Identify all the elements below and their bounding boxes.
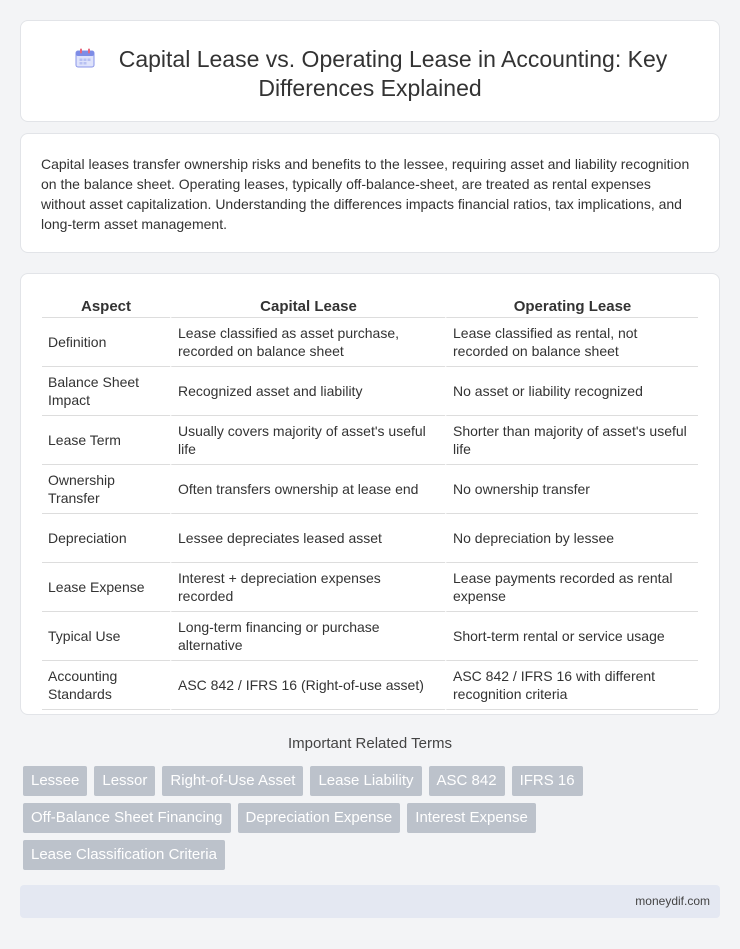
- aspect-cell: Lease Term: [42, 416, 170, 465]
- title-block: [21, 45, 719, 103]
- aspect-cell: Accounting Standards: [42, 661, 170, 710]
- title-card: [20, 20, 720, 122]
- capital-lease-cell: Recognized asset and liability: [170, 367, 445, 416]
- table-row: [42, 367, 698, 416]
- intro-paragraph: Capital leases transfer ownership risks and benefits to the lessee, requiring asset and liability recognition on the balance sheet. Operating leases, typically off-balance-sheet, are treated as rental expenses without asset capitalization. Understanding the differences impacts financial ratios, tax implications, and long-term asset management.: [41, 156, 690, 232]
- table-row: [42, 416, 698, 465]
- table-row: [42, 465, 698, 514]
- calendar-icon: [73, 46, 97, 70]
- table-row: [42, 514, 698, 563]
- aspect-cell: Lease Expense: [42, 563, 170, 612]
- operating-lease-cell: Short-term rental or service usage: [445, 612, 698, 661]
- capital-lease-cell: Long-term financing or purchase alternative: [170, 612, 445, 661]
- related-terms-title: Important Related Terms: [288, 735, 452, 752]
- table-row: [42, 661, 698, 710]
- tag-depreciation-expense[interactable]: Depreciation Expense: [238, 803, 401, 833]
- tag-lessor[interactable]: Lessor: [94, 766, 155, 796]
- aspect-cell: Depreciation: [42, 514, 170, 563]
- tag-lease-liability[interactable]: Lease Liability: [310, 766, 421, 796]
- header-aspect: Aspect: [42, 294, 170, 318]
- footer-site-link[interactable]: moneydif.com: [635, 894, 710, 908]
- table-header-row: [42, 294, 698, 318]
- capital-lease-cell: Usually covers majority of asset's useful life: [170, 416, 445, 465]
- capital-lease-cell: Lease classified as asset purchase, recorded on balance sheet: [170, 318, 445, 367]
- operating-lease-cell: Lease classified as rental, not recorded on balance sheet: [445, 318, 698, 367]
- tag-asc-842[interactable]: ASC 842: [429, 766, 505, 796]
- table-row: [42, 612, 698, 661]
- header-capital-lease: Capital Lease: [170, 294, 445, 318]
- capital-lease-cell: Interest + depreciation expenses recorded: [170, 563, 445, 612]
- table-row: [42, 318, 698, 367]
- comparison-card: [20, 273, 720, 715]
- tag-interest-expense[interactable]: Interest Expense: [407, 803, 536, 833]
- tag-right-of-use-asset[interactable]: Right-of-Use Asset: [162, 766, 303, 796]
- tag-ifrs-16[interactable]: IFRS 16: [512, 766, 583, 796]
- table-row: [42, 563, 698, 612]
- aspect-cell: Definition: [42, 318, 170, 367]
- operating-lease-cell: No ownership transfer: [445, 465, 698, 514]
- tag-off-balance-sheet-financing[interactable]: Off-Balance Sheet Financing: [23, 803, 231, 833]
- capital-lease-cell: ASC 842 / IFRS 16 (Right-of-use asset): [170, 661, 445, 710]
- operating-lease-cell: Lease payments recorded as rental expense: [445, 563, 698, 612]
- operating-lease-cell: ASC 842 / IFRS 16 with different recognition criteria: [445, 661, 698, 710]
- operating-lease-cell: No asset or liability recognized: [445, 367, 698, 416]
- footer-bar: [20, 885, 720, 918]
- tag-lease-classification-criteria[interactable]: Lease Classification Criteria: [23, 840, 225, 870]
- aspect-cell: Balance Sheet Impact: [42, 367, 170, 416]
- operating-lease-cell: No depreciation by lessee: [445, 514, 698, 563]
- related-terms-tags: [23, 766, 703, 870]
- operating-lease-cell: Shorter than majority of asset's useful life: [445, 416, 698, 465]
- header-operating-lease: Operating Lease: [445, 294, 698, 318]
- aspect-cell: Ownership Transfer: [42, 465, 170, 514]
- aspect-cell: Typical Use: [42, 612, 170, 661]
- intro-card: [20, 133, 720, 253]
- capital-lease-cell: Often transfers ownership at lease end: [170, 465, 445, 514]
- tag-lessee[interactable]: Lessee: [23, 766, 87, 796]
- comparison-table: [42, 294, 698, 710]
- page-title: Capital Lease vs. Operating Lease in Accounting: Key Differences Explained: [118, 46, 668, 101]
- capital-lease-cell: Lessee depreciates leased asset: [170, 514, 445, 563]
